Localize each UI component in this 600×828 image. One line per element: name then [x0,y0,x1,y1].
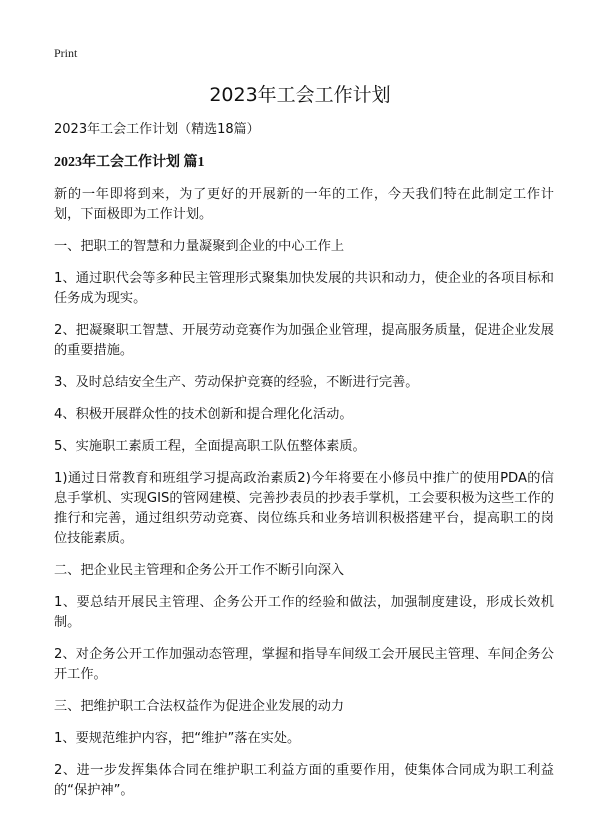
document-subtitle: 2023年工会工作计划（精选18篇） [54,122,260,137]
paragraph-item: 1、通过职代会等多种民主管理形式聚集加快发展的共识和动力，使企业的各项目标和任务成为现实。 [54,271,554,306]
section-heading: 2023年工会工作计划 篇1 [54,155,205,170]
document-body [54,120,554,813]
paragraph-heading-3: 三、把维护职工合法权益作为促进企业发展的动力 [54,699,345,714]
paragraph-heading-2: 二、把企业民主管理和企务公开工作不断引向深入 [54,563,345,578]
print-link[interactable]: Print [54,46,78,60]
paragraph-item: 2、把凝聚职工智慧、开展劳动竞赛作为加强企业管理，提高服务质量，促进企业发展的重要措施。 [54,323,554,358]
paragraph-item: 1、要总结开展民主管理、企务公开工作的经验和做法，加强制度建设，形成长效机制。 [54,595,554,630]
page-title: 2023年工会工作计划 [209,84,391,106]
paragraph-item: 1、要规范维护内容，把“维护”落在实处。 [54,731,301,746]
paragraph-item: 2、进一步发挥集体合同在维护职工利益方面的重要作用，使集体合同成为职工利益的“保护神”。 [54,763,554,798]
paragraph-item: 2、对企务公开工作加强动态管理，掌握和指导车间级工会开展民主管理、车间企务公开工作。 [54,647,554,682]
paragraph-item: 4、积极开展群众性的技术创新和提合理化化活动。 [54,407,353,422]
paragraph-item: 5、实施职工素质工程，全面提高职工队伍整体素质。 [54,439,366,454]
paragraph-heading-1: 一、把职工的智慧和力量凝聚到企业的中心工作上 [54,239,345,254]
paragraph-item: 1)通过日常教育和班组学习提高政治素质2)今年将要在小修员中推广的使用PDA的信息手掌机、实现GIS的管网建模、完善抄表员的抄表手掌机，工会要积极为这些工作的推行和完善，通过组织劳动竞赛、岗位练兵和业务培训积极搭建平台，提高职工的岗位技能素质。 [54,471,554,546]
paragraph-item: 3、及时总结安全生产、劳动保护竞赛的经验，不断进行完善。 [54,375,419,390]
paragraph-intro: 新的一年即将到来，为了更好的开展新的一年的工作，今天我们特在此制定工作计划，下面极即为工作计划。 [54,187,554,222]
